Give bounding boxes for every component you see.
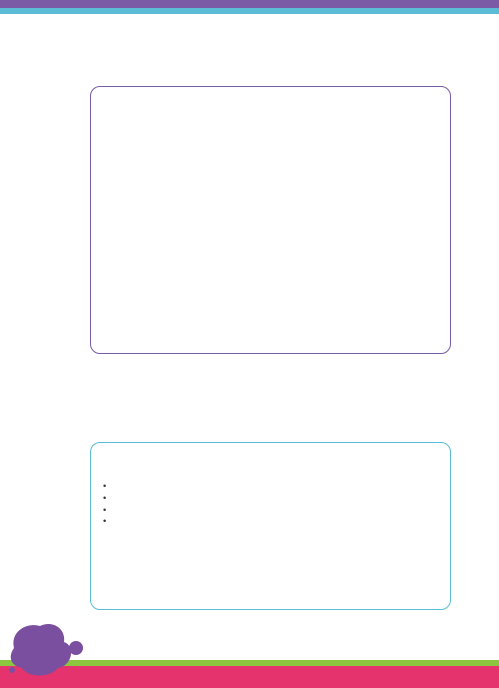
question-item: • [103,503,115,515]
questions-list [103,480,440,527]
question-item: • [103,480,115,491]
top-decorative-band [0,0,499,52]
antes-box [90,86,451,354]
inicio-box [90,442,451,610]
page-number-splash [6,618,86,680]
question-item: • [103,515,115,527]
question-item: • [103,491,115,503]
